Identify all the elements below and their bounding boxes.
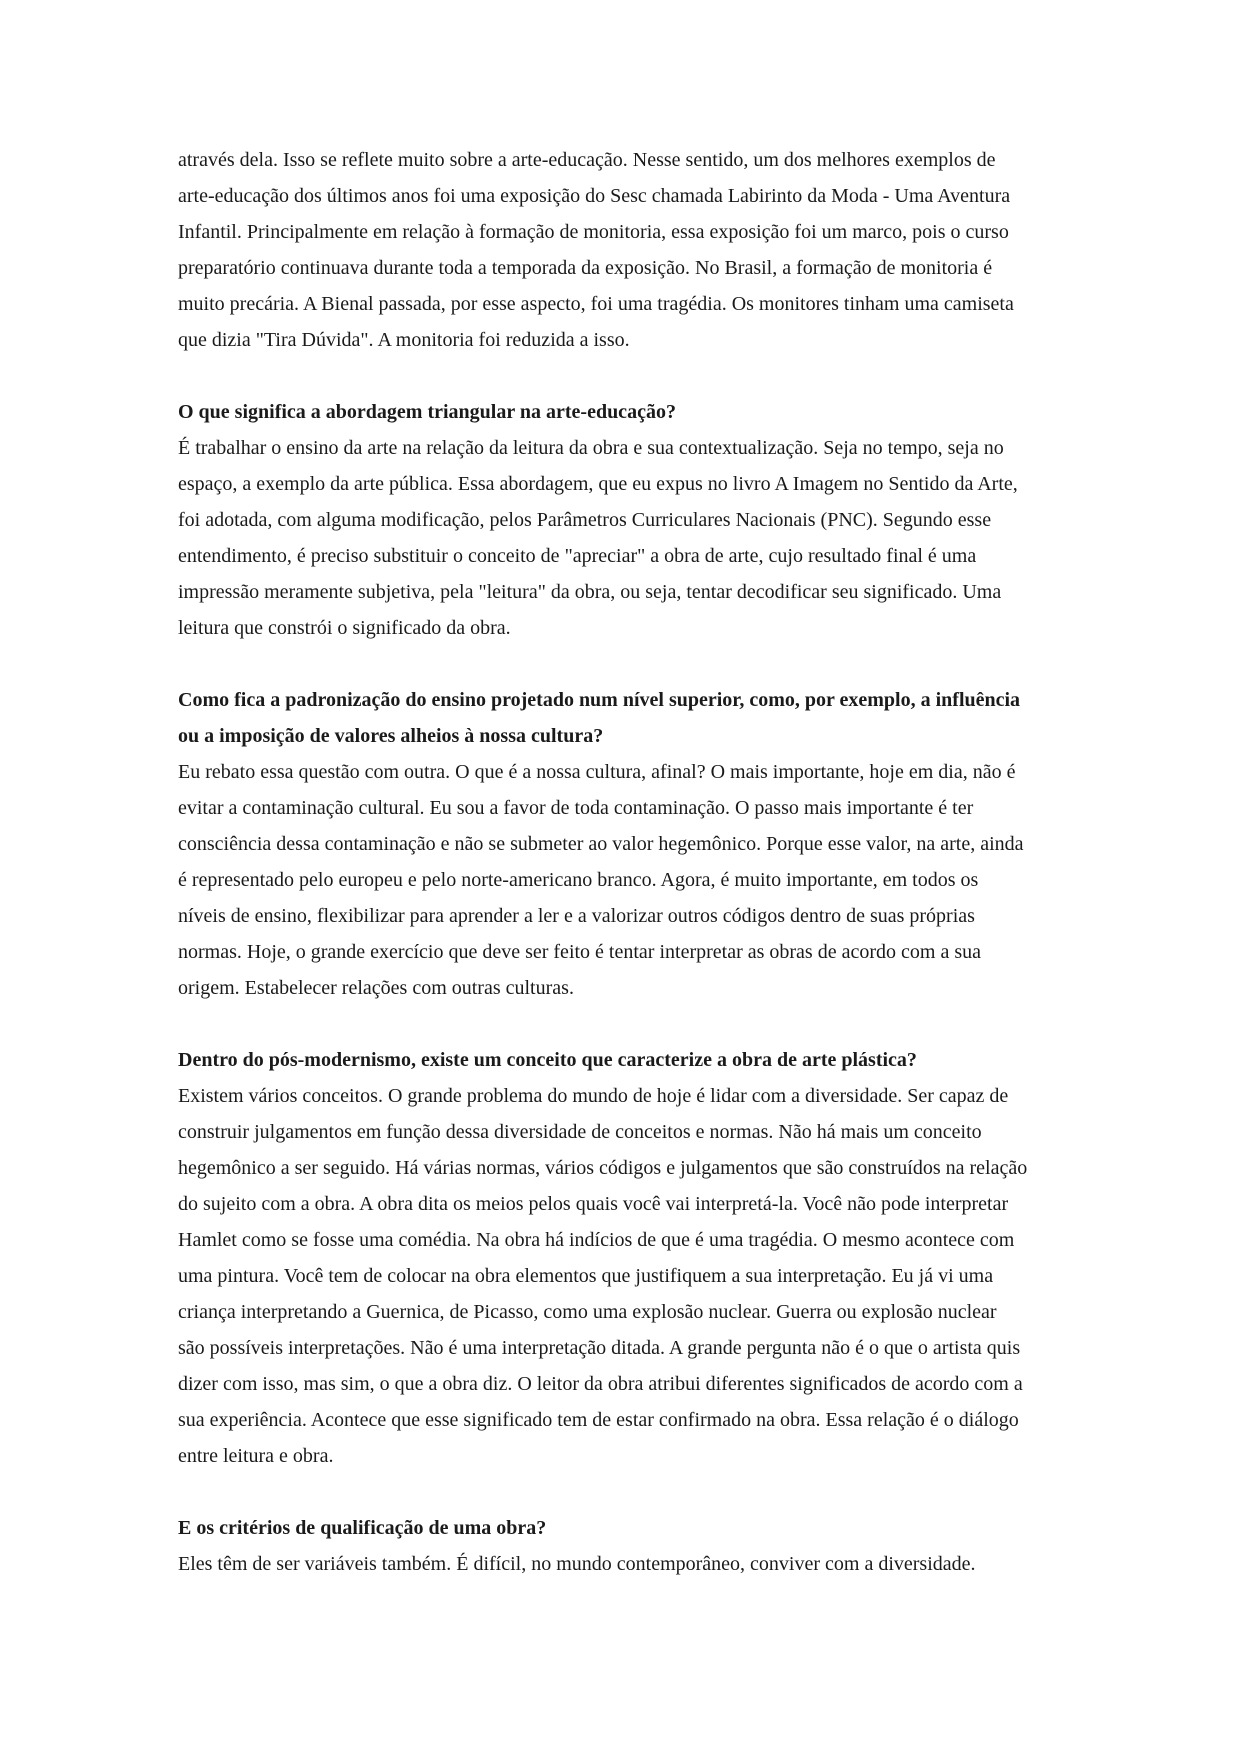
qa-section-pos-modernismo: [178, 1042, 1078, 1474]
qa-section-padronizacao: [178, 682, 1078, 1006]
qa-section-triangular: [178, 394, 1078, 646]
answer-paragraph: Existem vários conceitos. O grande problema do mundo de hoje é lidar com a diversidade. Ser capaz de construir julgamentos em função dessa diversidade de conceitos e normas. Não há mais um conceito hegemônico a ser seguido. Há várias normas, vários códigos e julgamentos que são construídos na relação do sujeito com a obra. A obra dita os meios pelos quais você vai interpretá-la. Você não pode interpretar Hamlet como se fosse uma comédia. Na obra há indícios de que é uma tragédia. O mesmo acontece com uma pintura. Você tem de colocar na obra elementos que justifiquem a sua interpretação. Eu já vi uma criança interpretando a Guernica, de Picasso, como uma explosão nuclear. Guerra ou explosão nuclear são possíveis interpretações. Não é uma interpretação ditada. A grande pergunta não é o que o artista quis dizer com isso, mas sim, o que a obra diz. O leitor da obra atribui diferentes significados de acordo com a sua experiência. Acontece que esse significado tem de estar confirmado na obra. Essa relação é o diálogo entre leitura e obra.: [178, 1085, 1028, 1467]
qa-section-criterios: [178, 1510, 1078, 1582]
question-heading: O que significa a abordagem triangular na arte-educação?: [178, 401, 676, 423]
answer-paragraph: É trabalhar o ensino da arte na relação da leitura da obra e sua contextualização. Seja no tempo, seja no espaço, a exemplo da arte pública. Essa abordagem, que eu expus no livro A Imagem no Sentido da Arte, foi adotada, com alguma modificação, pelos Parâmetros Curriculares Nacionais (PNC). Segundo esse entendimento, é preciso substituir o conceito de "apreciar" a obra de arte, cujo resultado final é uma impressão meramente subjetiva, pela "leitura" da obra, ou seja, tentar decodificar seu significado. Uma leitura que constrói o significado da obra.: [178, 437, 1018, 639]
document-page: [178, 142, 1078, 1582]
question-heading: Como fica a padronização do ensino projetado num nível superior, como, por exemplo, a influência ou a imposição de valores alheios à nossa cultura?: [178, 689, 1021, 747]
question-heading: Dentro do pós-modernismo, existe um conceito que caracterize a obra de arte plástica?: [178, 1049, 917, 1071]
question-heading: E os critérios de qualificação de uma obra?: [178, 1517, 547, 1539]
answer-paragraph: Eles têm de ser variáveis também. É difícil, no mundo contemporâneo, conviver com a diversidade.: [178, 1553, 976, 1575]
answer-paragraph: Eu rebato essa questão com outra. O que é a nossa cultura, afinal? O mais importante, hoje em dia, não é evitar a contaminação cultural. Eu sou a favor de toda contaminação. O passo mais importante é ter consciência dessa contaminação e não se submeter ao valor hegemônico. Porque esse valor, na arte, ainda é representado pelo europeu e pelo norte-americano branco. Agora, é muito importante, em todos os níveis de ensino, flexibilizar para aprender a ler e a valorizar outros códigos dentro de suas próprias normas. Hoje, o grande exercício que deve ser feito é tentar interpretar as obras de acordo com a sua origem. Estabelecer relações com outras culturas.: [178, 761, 1024, 999]
intro-paragraph: através dela. Isso se reflete muito sobre a arte-educação. Nesse sentido, um dos melhores exemplos de arte-educação dos últimos anos foi uma exposição do Sesc chamada Labirinto da Moda - Uma Aventura Infantil. Principalmente em relação à formação de monitoria, essa exposição foi um marco, pois o curso preparatório continuava durante toda a temporada da exposição. No Brasil, a formação de monitoria é muito precária. A Bienal passada, por esse aspecto, foi uma tragédia. Os monitores tinham uma camiseta que dizia "Tira Dúvida". A monitoria foi reduzida a isso.: [178, 149, 1014, 351]
